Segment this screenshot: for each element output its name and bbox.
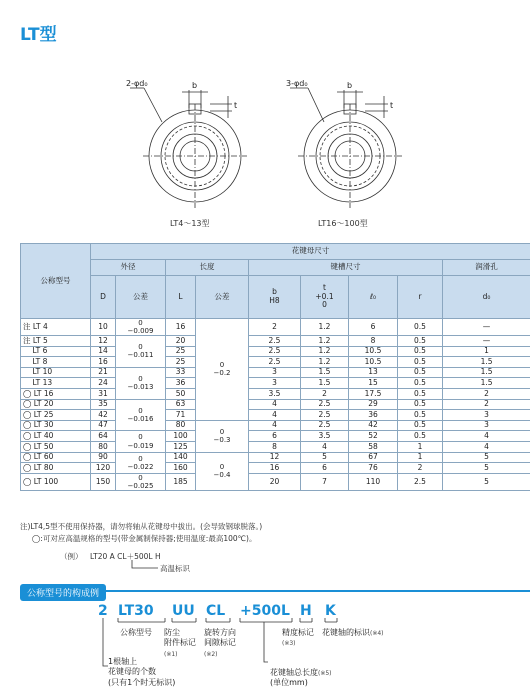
cell-model: LT 10 [21, 367, 91, 378]
cell-d0: 4 [443, 431, 530, 442]
cell-model: ◯ LT 30 [21, 420, 91, 431]
cell-d0: 3 [443, 410, 530, 421]
t-label: t [390, 101, 394, 110]
cell-d0: 3 [443, 420, 530, 431]
cell-t: 1.5 [301, 378, 349, 389]
label-dust: 防尘 附件标记 (※1) [164, 628, 196, 658]
cell-r: 2 [398, 463, 443, 474]
cell-r: 0.5 [398, 336, 443, 347]
t-label: t [234, 101, 238, 110]
cell-d0: — [443, 336, 530, 347]
cell-model: ◯ LT 20 [21, 399, 91, 410]
cell-len-tolerance: 0 −0.4 [196, 452, 249, 490]
cell-l0: 76 [349, 463, 398, 474]
cell-D: 10 [91, 319, 116, 336]
cell-model: ◯ LT 16 [21, 389, 91, 400]
cell-t: 7 [301, 473, 349, 490]
cell-t: 6 [301, 463, 349, 474]
cell-t: 5 [301, 452, 349, 463]
cell-d0: 1.5 [443, 378, 530, 389]
cell-l0: 10.5 [349, 346, 398, 357]
cell-D: 14 [91, 346, 116, 357]
cell-L: 33 [166, 367, 196, 378]
cell-D: 31 [91, 389, 116, 400]
cell-len-tolerance: 0 −0.3 [196, 420, 249, 452]
label-nut-count: 1根轴上 花键母的个数 (只有1个时无标识) [108, 657, 176, 687]
cell-l0: 8 [349, 336, 398, 347]
cell-r: 0.5 [398, 378, 443, 389]
header-l0: ℓ₀ [349, 276, 398, 319]
header-tolerance: 公差 [116, 276, 166, 319]
label-shaft-length: 花键轴总长度(※5) (单位mm) [270, 668, 332, 688]
cell-b: 4 [249, 399, 301, 410]
section-heading: 公称型号的构成例 [20, 584, 106, 601]
cell-r: 0.5 [398, 346, 443, 357]
cell-L: 160 [166, 463, 196, 474]
code-part-clearance: CL [206, 603, 226, 619]
cell-l0: 13 [349, 367, 398, 378]
cell-l0: 110 [349, 473, 398, 490]
cell-model: LT 6 [21, 346, 91, 357]
cell-l0: 10.5 [349, 357, 398, 368]
table-row [21, 319, 530, 336]
b-label: b [347, 81, 353, 90]
cell-t: 2.5 [301, 420, 349, 431]
composition-brackets [0, 618, 530, 678]
cell-t: 1.2 [301, 319, 349, 336]
cell-L: 20 [166, 336, 196, 347]
cell-l0: 15 [349, 378, 398, 389]
cell-D: 21 [91, 367, 116, 378]
table-row [21, 463, 530, 474]
cell-t: 2.5 [301, 410, 349, 421]
cell-r: 1 [398, 442, 443, 453]
header-r: r [398, 276, 443, 319]
cell-model: ◯ LT 60 [21, 452, 91, 463]
table-row [21, 473, 530, 490]
cell-len-tolerance: 0 −0.2 [196, 319, 249, 421]
cell-l0: 52 [349, 431, 398, 442]
cell-d0: 5 [443, 473, 530, 490]
cell-r: 0.5 [398, 420, 443, 431]
cell-L: 100 [166, 431, 196, 442]
cell-D: 16 [91, 357, 116, 368]
cell-l0: 36 [349, 410, 398, 421]
code-part-model: LT30 [118, 603, 154, 619]
cell-D: 120 [91, 463, 116, 474]
code-part-dust: UU [172, 603, 195, 619]
cell-b: 20 [249, 473, 301, 490]
table-row [21, 410, 530, 421]
cell-r: 0.5 [398, 389, 443, 400]
cell-b: 3.5 [249, 389, 301, 400]
note-2: ◯:可对应高温规格的型号(带金属制保持器;使用温度:最高100℃)。 [20, 534, 257, 543]
cell-t: 1.2 [301, 346, 349, 357]
cell-b: 2 [249, 319, 301, 336]
cell-L: 125 [166, 442, 196, 453]
cell-d0: 5 [443, 463, 530, 474]
cell-d0: 4 [443, 442, 530, 453]
header-d0: d₀ [443, 276, 530, 319]
page-title: LT型 [20, 25, 57, 45]
code-part-count: 2 [98, 603, 108, 619]
example-code: LT20 A CL＋500L H [90, 552, 161, 561]
b-label: b [192, 81, 198, 90]
cell-r: 2.5 [398, 473, 443, 490]
cell-model: ◯ LT 50 [21, 442, 91, 453]
cell-b: 4 [249, 410, 301, 421]
header-outer-diameter: 外径 [91, 260, 166, 276]
cell-d0: 2 [443, 389, 530, 400]
cell-d0: 2 [443, 399, 530, 410]
cell-D: 24 [91, 378, 116, 389]
cell-L: 185 [166, 473, 196, 490]
cell-r: 0.5 [398, 357, 443, 368]
cell-L: 63 [166, 399, 196, 410]
cell-od-tolerance: 0 −0.016 [116, 399, 166, 431]
cell-D: 12 [91, 336, 116, 347]
cell-r: 0.5 [398, 367, 443, 378]
cell-l0: 17.5 [349, 389, 398, 400]
label-rotation: 旋转方向 间隙标记 (※2) [204, 628, 236, 658]
table-row [21, 399, 530, 410]
hole-label: 3-φd₀ [286, 79, 308, 88]
cell-od-tolerance: 0 −0.019 [116, 431, 166, 452]
note-1: 注)LT4,5型不使用保持器，请勿将轴从花键母中拔出。(会导致钢球脱落。) [20, 522, 263, 531]
spline-nut-figure-small [110, 78, 270, 218]
cell-t: 3.5 [301, 431, 349, 442]
cell-model: ◯ LT 80 [21, 463, 91, 474]
table-row [21, 431, 530, 442]
cell-D: 47 [91, 420, 116, 431]
cell-t: 1.5 [301, 367, 349, 378]
table-row [21, 452, 530, 463]
label-shaft-id: 花键轴的标识(※4) [322, 628, 384, 637]
cell-model: LT 8 [21, 357, 91, 368]
cell-t: 2 [301, 389, 349, 400]
cell-b: 8 [249, 442, 301, 453]
cell-l0: 58 [349, 442, 398, 453]
cell-b: 2.5 [249, 336, 301, 347]
cell-b: 2.5 [249, 346, 301, 357]
cell-model: ◯ LT 25 [21, 410, 91, 421]
header-tolerance: 公差 [196, 276, 249, 319]
cell-t: 1.2 [301, 336, 349, 347]
cell-t: 4 [301, 442, 349, 453]
cell-r: 0.5 [398, 319, 443, 336]
cell-b: 3 [249, 378, 301, 389]
cell-L: 25 [166, 346, 196, 357]
figure-caption-small: LT4～13型 [170, 219, 210, 228]
spline-nut-figure-large [280, 78, 440, 218]
code-part-precision: H [300, 603, 312, 619]
cell-model: ◯ LT 40 [21, 431, 91, 442]
header-model: 公称型号 [21, 244, 91, 319]
cell-b: 6 [249, 431, 301, 442]
cell-b: 16 [249, 463, 301, 474]
cell-b: 3 [249, 367, 301, 378]
cell-l0: 42 [349, 420, 398, 431]
cell-l0: 67 [349, 452, 398, 463]
cell-od-tolerance: 0 −0.011 [116, 336, 166, 368]
cell-D: 150 [91, 473, 116, 490]
cell-b: 2.5 [249, 357, 301, 368]
cell-d0: 1 [443, 346, 530, 357]
cell-D: 42 [91, 410, 116, 421]
cell-L: 80 [166, 420, 196, 431]
example-label: （例） [60, 552, 83, 561]
cell-model: LT 13 [21, 378, 91, 389]
header-length: 长度 [166, 260, 249, 276]
cell-D: 64 [91, 431, 116, 442]
cell-b: 4 [249, 420, 301, 431]
cell-r: 1 [398, 452, 443, 463]
cell-r: 0.5 [398, 431, 443, 442]
cell-L: 36 [166, 378, 196, 389]
table-row [21, 367, 530, 378]
cell-od-tolerance: 0 −0.009 [116, 319, 166, 336]
cell-od-tolerance: 0 −0.022 [116, 452, 166, 473]
cell-L: 71 [166, 410, 196, 421]
table-row [21, 389, 530, 400]
code-part-shaft: K [325, 603, 336, 619]
cell-D: 90 [91, 452, 116, 463]
example-note: 高温标识 [160, 564, 190, 573]
spec-table [20, 243, 530, 491]
code-part-length: +500L [240, 603, 290, 619]
cell-model: 注 LT 5 [21, 336, 91, 347]
cell-od-tolerance: 0 −0.013 [116, 367, 166, 399]
cell-l0: 6 [349, 319, 398, 336]
cell-L: 50 [166, 389, 196, 400]
figure-caption-large: LT16～100型 [318, 219, 368, 228]
table-row [21, 420, 530, 431]
cell-d0: 1.5 [443, 357, 530, 368]
label-model: 公称型号 [120, 628, 152, 637]
header-L: L [166, 276, 196, 319]
header-keyway: 键槽尺寸 [249, 260, 443, 276]
label-precision: 精度标记 (※3) [282, 628, 314, 648]
cell-b: 12 [249, 452, 301, 463]
table-row [21, 357, 530, 368]
cell-model: 注 LT 4 [21, 319, 91, 336]
cell-d0: 5 [443, 452, 530, 463]
header-t: t +0.1 0 [301, 276, 349, 319]
cell-d0: — [443, 319, 530, 336]
table-row [21, 442, 530, 453]
cell-r: 0.5 [398, 399, 443, 410]
cell-L: 25 [166, 357, 196, 368]
table-row [21, 336, 530, 347]
cell-od-tolerance: 0 −0.025 [116, 473, 166, 490]
table-row [21, 346, 530, 357]
header-nut-dimensions: 花键母尺寸 [91, 244, 530, 260]
cell-L: 140 [166, 452, 196, 463]
cell-t: 1.2 [301, 357, 349, 368]
cell-L: 16 [166, 319, 196, 336]
cell-l0: 29 [349, 399, 398, 410]
header-lube-hole: 润滑孔 [443, 260, 530, 276]
hole-label: 2-φd₀ [126, 79, 148, 88]
table-row [21, 378, 530, 389]
header-b: b H8 [249, 276, 301, 319]
cell-D: 80 [91, 442, 116, 453]
example-leader-line [130, 560, 160, 572]
header-D: D [91, 276, 116, 319]
cell-r: 0.5 [398, 410, 443, 421]
cell-D: 35 [91, 399, 116, 410]
cell-t: 2.5 [301, 399, 349, 410]
cell-d0: 1.5 [443, 367, 530, 378]
cell-model: ◯ LT 100 [21, 473, 91, 490]
